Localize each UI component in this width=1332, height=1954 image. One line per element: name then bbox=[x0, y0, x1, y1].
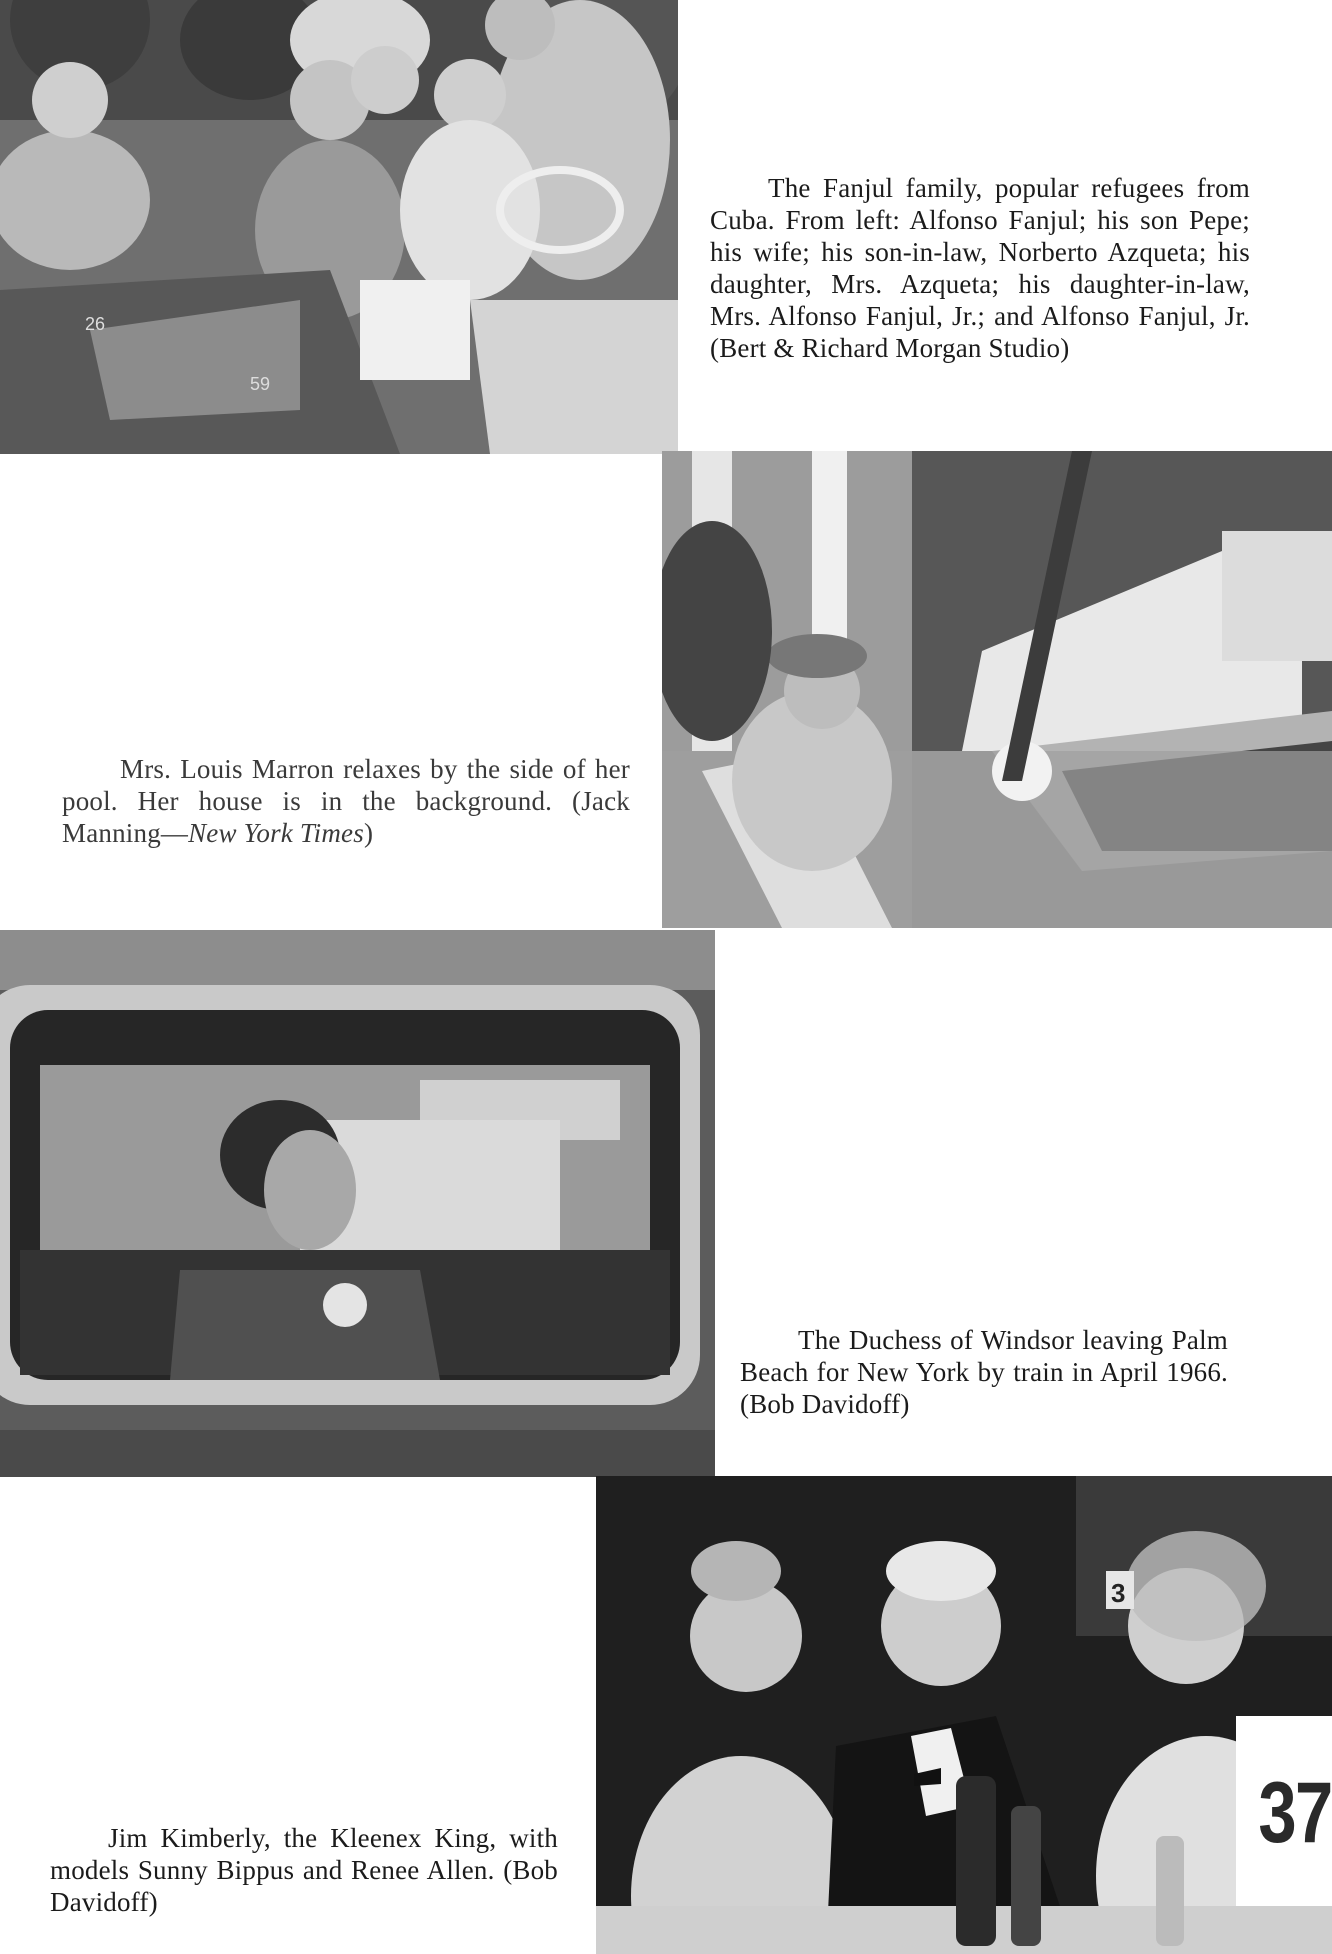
kimberly-dinner-photo bbox=[596, 1476, 1332, 1954]
kimberly-caption-text: Jim Kimberly, the Kleenex King, with models Sunny Bippus and Renee Allen. (Bob Davidoff) bbox=[50, 1823, 558, 1917]
page-number: 37 bbox=[1258, 1765, 1332, 1861]
fanjul-family-photo bbox=[0, 0, 678, 454]
kimberly-caption bbox=[50, 1822, 558, 1918]
fanjul-caption bbox=[710, 172, 1250, 364]
fanjul-caption-text: The Fanjul family, popular refugees from Cuba. From left: Alfonso Fanjul; his son Pepe; his wife; his son-in-law, Norberto Azqueta; his daughter, Mrs. Azqueta; his daughter-in-law, Mrs. Alfonso Fanjul, Jr.; and Alfonso Fanjul, Jr. (Bert & Richard Morgan Studio) bbox=[710, 173, 1250, 363]
marron-caption-end: ) bbox=[363, 818, 374, 848]
cart-number-1: 26 bbox=[85, 314, 106, 334]
duchess-train-photo bbox=[0, 930, 715, 1477]
marron-caption bbox=[62, 753, 630, 849]
marron-pool-photo bbox=[662, 451, 1332, 928]
cart-number-2: 59 bbox=[250, 374, 271, 394]
marron-caption-source: New York Times bbox=[188, 818, 364, 848]
marron-caption-text: Mrs. Louis Marron relaxes by the side of her pool. Her house is in the background. (Jack Manning— bbox=[62, 754, 630, 848]
table-card-small-text: 3 bbox=[1111, 1578, 1126, 1608]
duchess-caption bbox=[740, 1324, 1228, 1420]
duchess-caption-text: The Duchess of Windsor leaving Palm Beach for New York by train in April 1966. (Bob Davidoff) bbox=[740, 1325, 1228, 1419]
